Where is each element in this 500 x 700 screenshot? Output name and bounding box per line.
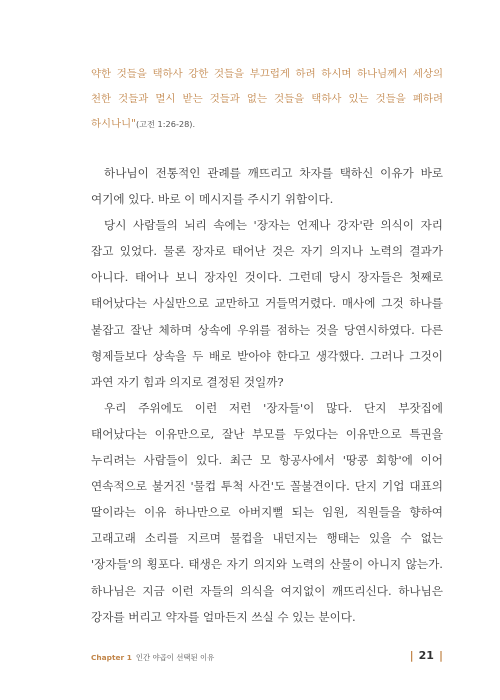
paragraph-3: 우리 주위에도 이런 저런 '장자들'이 많다. 단지 부잣집에 태어났다는 이유만으로, 잘난 부모를 두었다는 이유만으로 특권을 누리려는 사람들이 있다. 최근 모 항공사에서 '땅콩 회항'에 이어 연속적으로 불거진 '물컵 투척 사건'도 꼴불견이다. 단지 기업 대표의 딸이라는 이유 하나만으로 아버지뻘 되는 임원, 직원들을 향하여 고래고래 소리를 지르며 물컵을 내던지는 행태는 있을 수 없는 '장자들'의 횡포다. 태생은 자기 의지와 노력의 산물이 아니지 않는가. 하나님은 지금 이런 자들의 의식을 여지없이 깨뜨리신다. 하나님은 강자를 버리고 약자를 얼마든지 쓰실 수 있는 분이다. <box>91 400 443 624</box>
page-number-block <box>410 649 443 662</box>
scripture-quote-text: 약한 것들을 택하사 강한 것들을 부끄럽게 하려 하시며 하나님께서 세상의 천한 것들과 멸시 받는 것들과 없는 것들을 택하사 있는 것들을 폐하려 하시나니" <box>91 68 443 130</box>
chapter-label: Chapter 1 <box>91 653 132 662</box>
body-text <box>91 160 443 630</box>
paragraph-2: 당시 사람들의 뇌리 속에는 '장자는 언제나 강자'란 의식이 자리 잡고 있었다. 물론 장자로 태어난 것은 자기 의지나 노력의 결과가 아니다. 태어나 보니 장자인 것이다. 그런데 당시 장자들은 첫째로 태어났다는 사실만으로 교만하고 거들먹거렸다. 매사에 그것 하나를 붙잡고 잘난 체하며 상속에 우위를 점하는 것을 당연시하였다. 다른 형제들보다 상속을 두 배로 받아야 한다고 생각했다. 그러나 그것이 과연 자기 힘과 의지로 결정된 것일까? <box>91 218 443 389</box>
page-footer <box>91 650 443 666</box>
page-number: 21 <box>418 649 434 662</box>
chapter-title: 인간 야곱이 선택된 이유 <box>135 653 215 662</box>
paragraph-1: 하나님이 전통적인 관례를 깨뜨리고 차자를 택하신 이유가 바로 여기에 있다. 바로 이 메시지를 주시기 위함이다. <box>91 166 443 207</box>
scripture-quote <box>91 62 443 137</box>
page-divider-right: | <box>438 649 443 662</box>
running-footer <box>91 652 214 663</box>
page-divider-left: | <box>409 649 414 662</box>
scripture-citation: (고전 1:26-28). <box>135 119 196 129</box>
